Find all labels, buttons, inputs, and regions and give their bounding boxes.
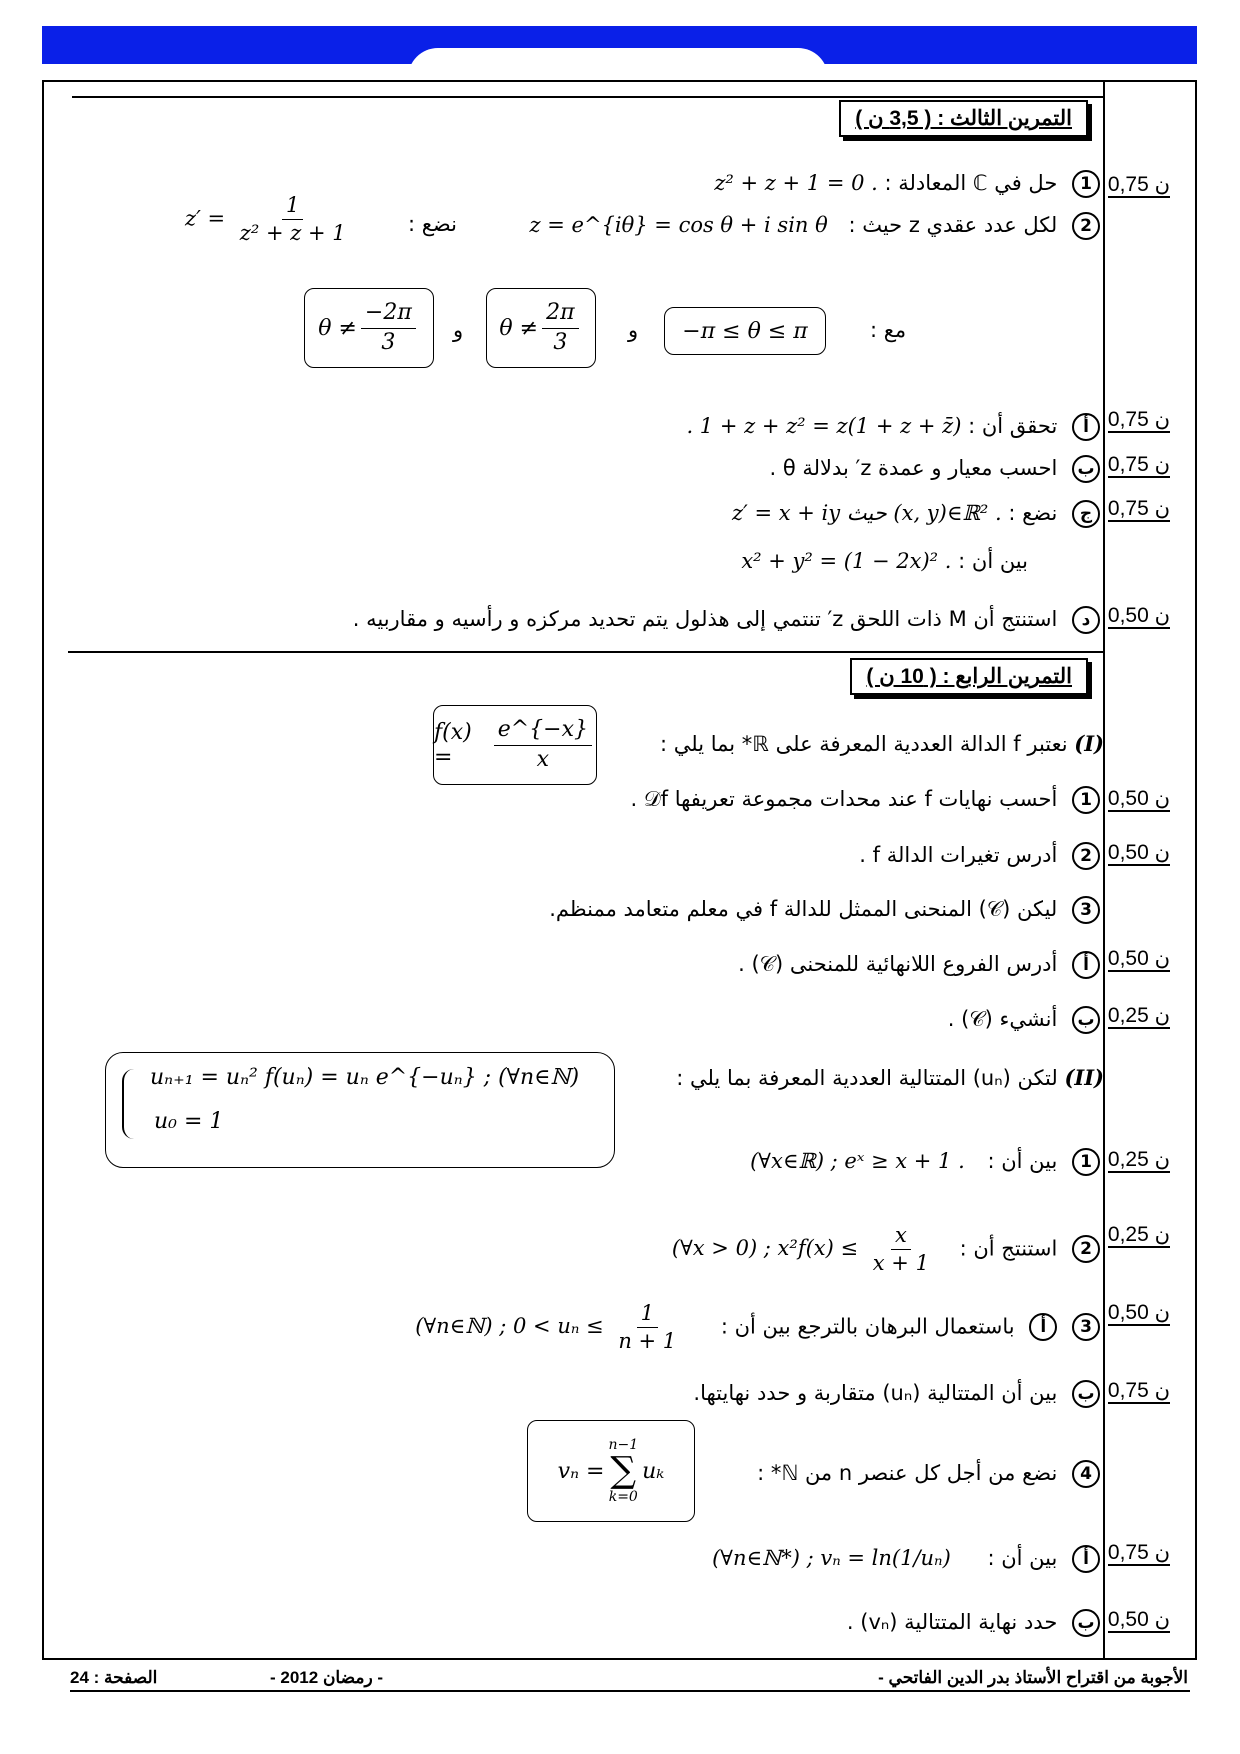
theta-exclusion-box-2: θ ≠ $\frac{-2\pi}{3}$ [304,288,434,368]
ex4-q3a: أ أدرس الفروع اللانهائية للمنحنى (𝒞) . [738,951,1100,979]
letter-marker: ج [1072,500,1100,528]
score: 0,75 ن [1107,497,1171,520]
sequence-initial: u₀ = 1 [154,1109,224,1134]
score: 0,50 ن [1107,841,1171,864]
ex3-qa: أ تحقق أن : . 1 + z + z² = z(1 + z + z̄) [686,413,1100,441]
number-marker: 2 [1072,212,1100,240]
number-marker: 3 [1072,1313,1100,1341]
ex3-q2-pose: نضع : [408,212,457,236]
score: 0,50 ن [1107,1608,1171,1631]
letter-marker: أ [1072,1545,1100,1573]
theta-range-box: −π ≤ θ ≤ π [664,307,826,355]
ex4-p3b: ب بين أن المتتالية (uₙ) متقاربة و حدد نهايتها. [693,1380,1100,1408]
and-word: و [628,318,639,342]
score: 0,75 ن [1107,173,1171,196]
ex3-qc: ج نضع : z′ = x + iy حيث (x, y)∈ℝ² . [732,500,1100,528]
letter-marker: أ [1029,1313,1057,1341]
footer-page-number: الصفحة : 24 [70,1668,158,1687]
score: 0,50 ن [1107,787,1171,810]
score: 0,25 ن [1107,1148,1171,1171]
number-marker: 4 [1072,1460,1100,1488]
section-divider [68,651,1103,653]
ex4-q3: 3 ليكن (𝒞) المنحنى الممثل للدالة f في معلم متعامد ممنظم. [549,896,1100,924]
vn-definition-box: vₙ = n−1 ∑ k=0 uₖ [527,1420,695,1522]
score: 0,75 ن [1107,1541,1171,1564]
letter-marker: ب [1072,1609,1100,1637]
function-definition-box: f(x) = $\frac{e\^{}\{-x\}}{x}$ [433,705,597,785]
ex3-qc-show: بين أن : x² + y² = (1 − 2x)² . [741,549,1028,573]
header-notch [408,48,828,84]
letter-marker: أ [1072,951,1100,979]
ex4-p4a: أ بين أن : (∀n∈ℕ*) ; vₙ = ln(1/uₙ) [712,1545,1100,1573]
exercise-3-title: التمرين الثالث : ( 3,5 ن ) [839,100,1088,137]
number-marker: 2 [1072,1235,1100,1263]
score: 0,75 ن [1107,1379,1171,1402]
ex4-p1: 1 بين أن : (∀x∈ℝ) ; eˣ ≥ x + 1 . [750,1148,1100,1176]
ex3-qd: د استنتج أن M ذات اللحق z′ تنتمي إلى هذلول يتم تحديد مركزه و رأسيه و مقاربيه . [353,606,1100,634]
number-marker: 3 [1072,896,1100,924]
letter-marker: د [1072,606,1100,634]
letter-marker: ب [1072,1380,1100,1408]
letter-marker: ب [1072,455,1100,483]
score: 0,75 ن [1107,453,1171,476]
sequence-brace [122,1069,136,1139]
number-marker: 1 [1072,786,1100,814]
score: 0,50 ن [1107,947,1171,970]
zprime-definition: z′ = $\frac{1}{\text{z² + z + 1}}$ [185,193,346,246]
ex3-q1: 1 حل في ℂ المعادلة : z² + z + 1 = 0 . [714,170,1100,198]
sequence-recurrence: uₙ₊₁ = uₙ² f(uₙ) = uₙ e^{−uₙ} ; (∀n∈ℕ) [150,1065,580,1090]
score: 0,25 ن [1107,1223,1171,1246]
score: 0,50 ن [1107,1301,1171,1324]
number-marker: 1 [1072,170,1100,198]
ex4-p4b: ب حدد نهاية المتتالية (vₙ) . [847,1609,1100,1637]
and-word: و [453,318,464,342]
letter-marker: أ [1072,413,1100,441]
footer-date: - رمضان 2012 - [270,1668,384,1687]
ex4-p3a: 3 أ باستعمال البرهان بالترجع بين أن : (∀n∈ℕ) ; 0 < uₙ ≤ $\frac{1}{n + 1}$ [415,1300,1100,1356]
ex4-q1: 1 أحسب نهايات f عند محدات مجموعة تعريفها 𝒟f . [631,786,1100,814]
sequence-definition-box [105,1052,615,1168]
number-marker: 1 [1072,1148,1100,1176]
number-marker: 2 [1072,842,1100,870]
score: 0,75 ن [1107,408,1171,431]
ex3-qb: ب احسب معيار و عمدة z′ بدلالة θ . [769,455,1100,483]
footer-author: الأجوبة من اقتراح الأستاذ بدر الدين الفاتحي - [878,1668,1188,1687]
ex4-p2: 2 استنتج أن : (∀x > 0) ; x²f(x) ≤ $\frac{x}{x + 1}$ [672,1222,1100,1278]
ex4-q3b: ب أنشيء (𝒞) . [948,1006,1100,1034]
ex4-partII: (II) لتكن (uₙ) المتتالية العددية المعرفة بما يلي : [676,1065,1104,1090]
letter-marker: ب [1072,1006,1100,1034]
score: 0,50 ن [1107,604,1171,627]
exercise-4-title: التمرين الرابع : ( 10 ن ) [850,658,1088,695]
footer-underline [70,1690,1190,1692]
ex4-q2: 2 أدرس تغيرات الدالة f . [859,842,1100,870]
theta-exclusion-box-1: θ ≠ $\frac{2\pi}{3}$ [486,288,596,368]
ex3-with-label: مع : [870,318,907,342]
ex4-p4: 4 نضع من أجل كل عنصر n من ℕ* : [757,1460,1100,1488]
ex4-partI: (I) نعتبر f الدالة العددية المعرفة على ℝ* بما يلي : [660,731,1104,756]
top-rule [72,96,1103,98]
score-column-divider [1103,80,1105,1660]
score: 0,25 ن [1107,1004,1171,1027]
ex3-q2: 2 لكل عدد عقدي z حيث : z = e^{iθ} = cos θ + i sin θ [530,212,1100,240]
